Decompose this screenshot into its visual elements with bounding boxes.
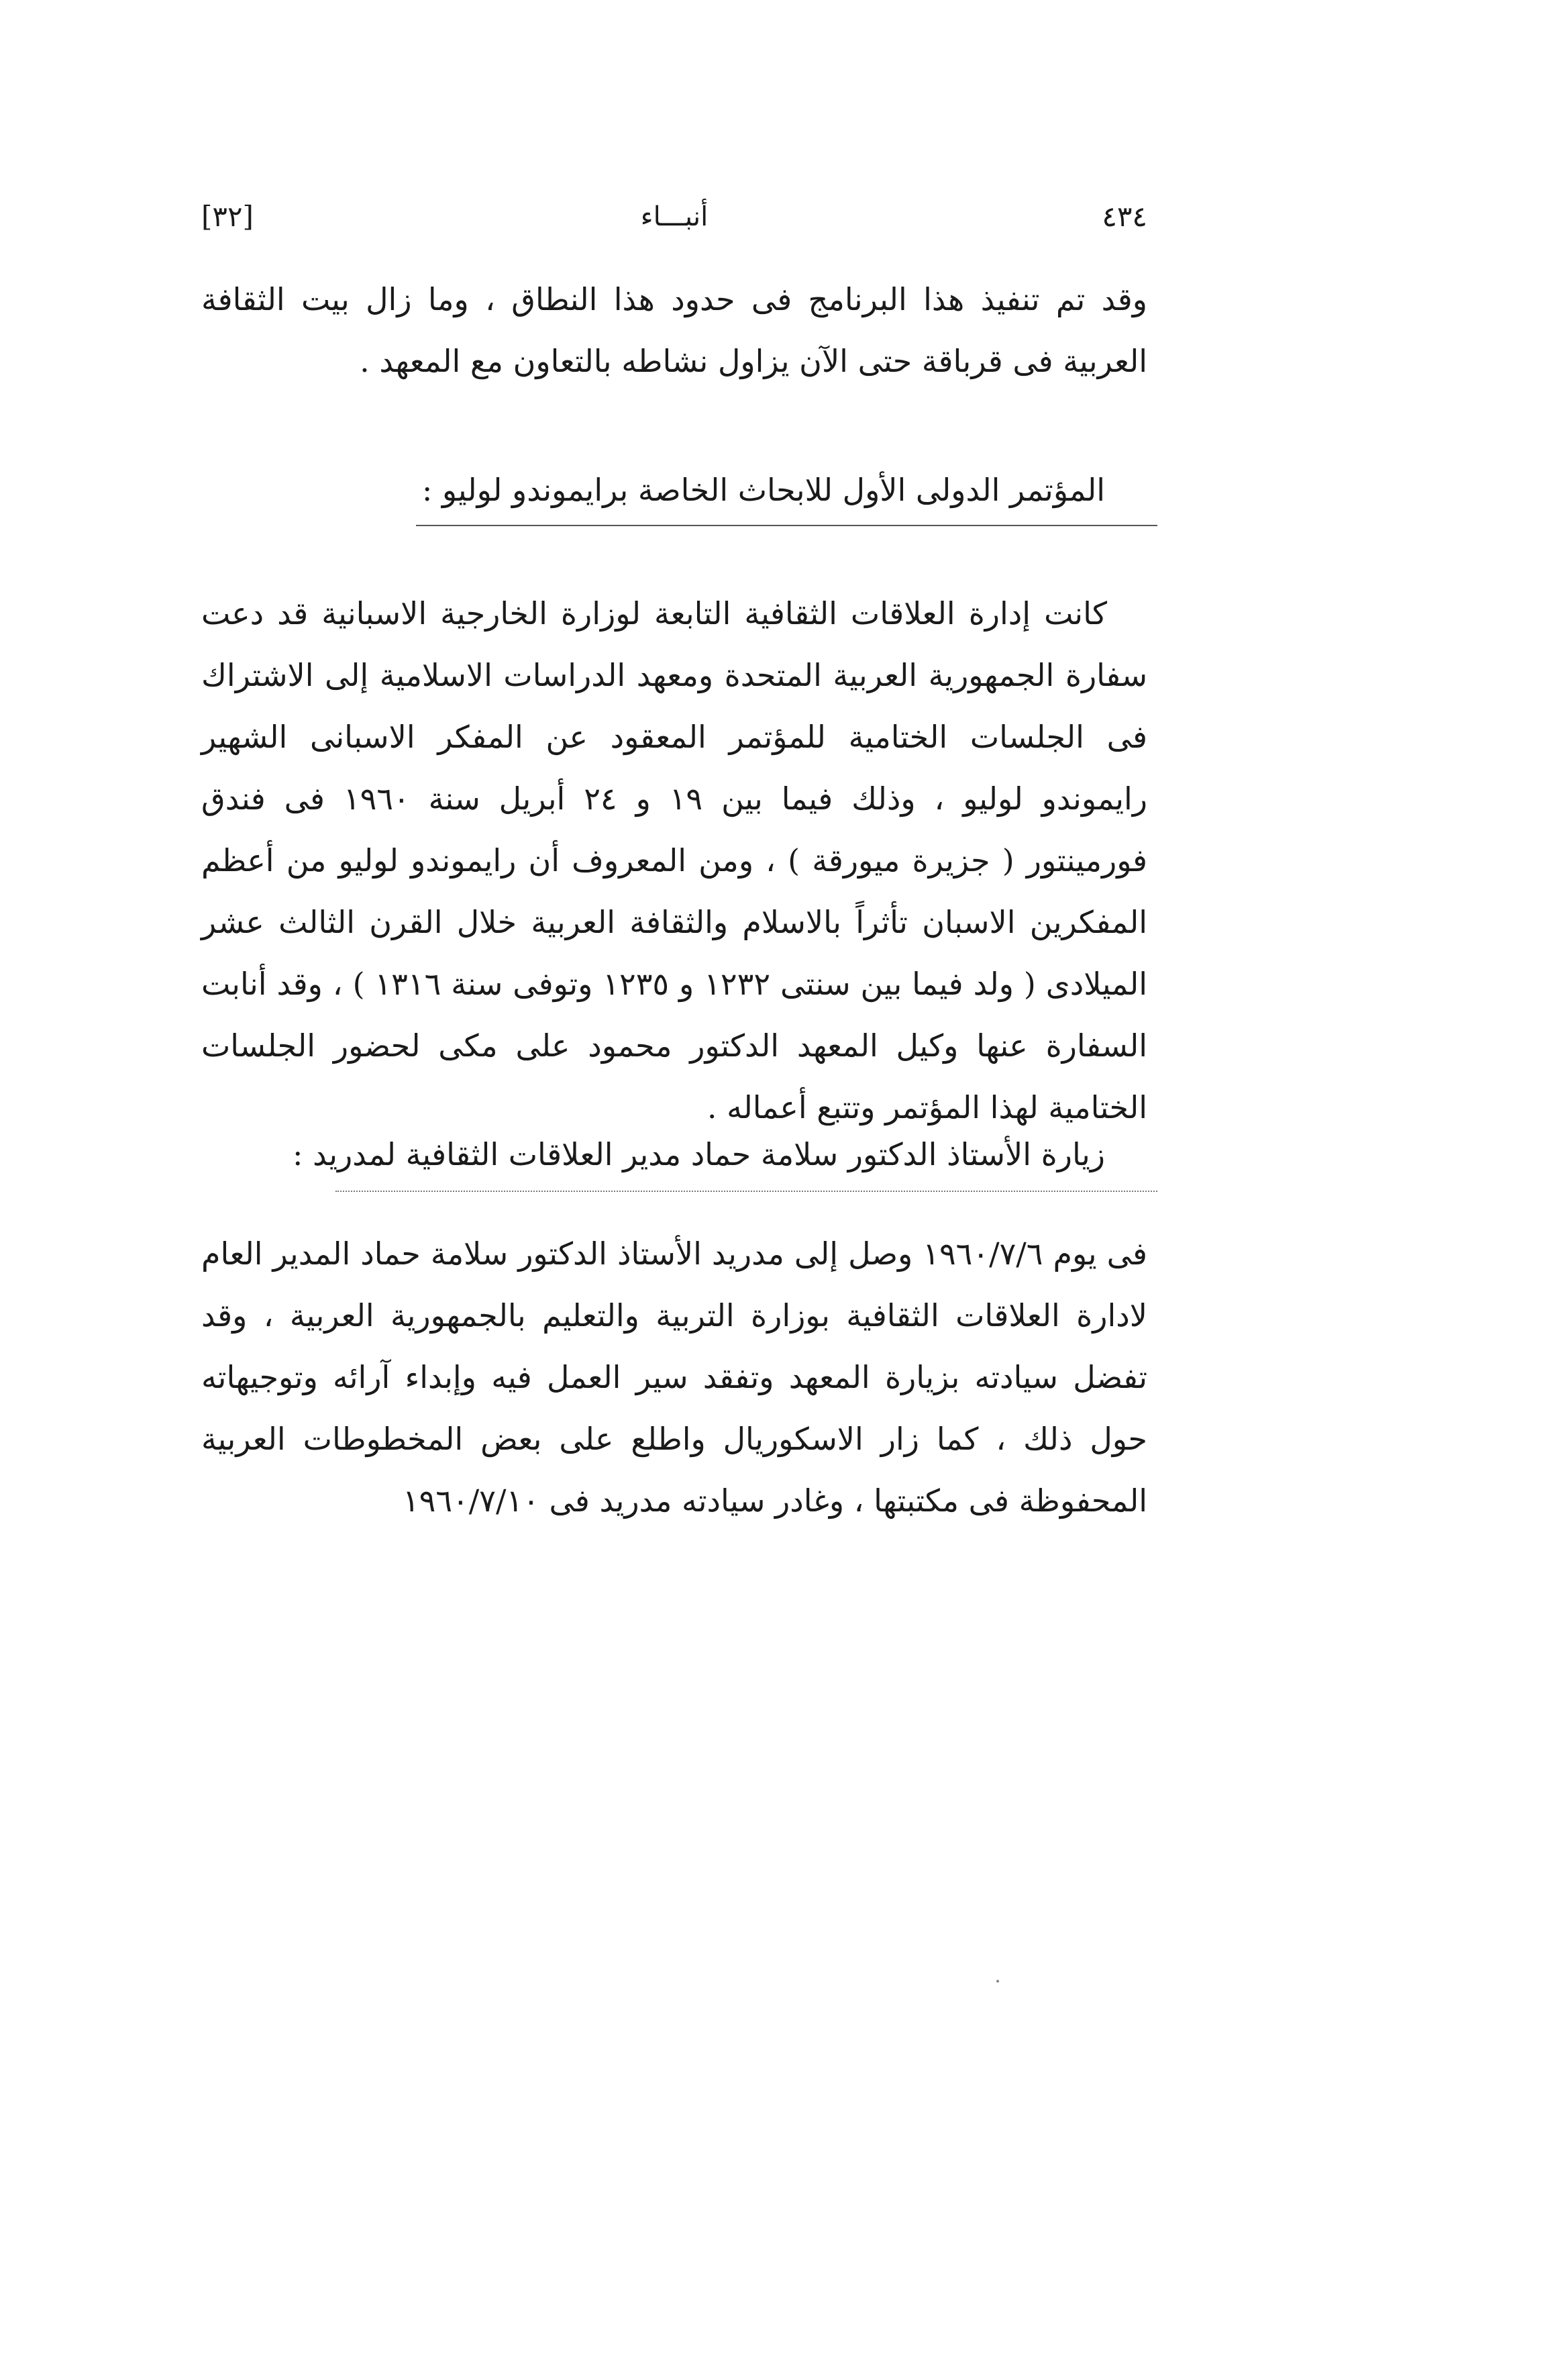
issue-number: [٣٢]: [201, 200, 254, 233]
paragraph-text: كانت إدارة العلاقات الثقافية التابعة لوزارة الخارجية الاسبانية قد دعت سفارة الجمهورية العربية المتحدة ومعهد الدراسات الاسلامية إلى الاشتراك فى الجلسات الختامية للمؤتمر المعقود عن المفكر الاسبانى الشهير رايموندو لوليو ، وذلك فيما بين ١٩ و ٢٤ أبريل سنة ١٩٦٠ فى فندق فورمينتور ( جزيرة ميورقة ) ، ومن المعروف أن رايموندو لوليو من أعظم المفكرين الاسبان تأثراً بالاسلام والثقافة العربية خلال القرن الثالث عشر الميلادى ( ولد فيما بين سنتى ١٢٣٢ و ١٢٣٥ وتوفى سنة ١٣١٦ ) ، وقد أنابت السفارة عنها وكيل المعهد الدكتور محمود على مكى لحضور الجلسات الختامية لهذا المؤتمر وتتبع أعماله .: [201, 595, 1147, 1125]
heading-underline: [335, 1191, 1157, 1192]
paper-speck: [996, 1980, 999, 1983]
paragraph-visit: [201, 1223, 1147, 1532]
paragraph-congress: [201, 583, 1147, 1138]
paragraph-intro: [201, 268, 1147, 392]
paragraph-text: وقد تم تنفيذ هذا البرنامج فى حدود هذا النطاق ، وما زال بيت الثقافة العربية فى قرباقة حتى الآن يزاول نشاطه بالتعاون مع المعهد .: [201, 281, 1147, 379]
running-title: أنبـــاء: [640, 201, 709, 232]
section-heading-visit: زيارة الأستاذ الدكتور سلامة حماد مدير العلاقات الثقافية لمدريد :: [292, 1136, 1105, 1172]
section-heading-congress: المؤتمر الدولى الأول للابحاث الخاصة برايموندو لوليو :: [421, 472, 1105, 508]
paragraph-text: فى يوم ١٩٦٠/٧/٦ وصل إلى مدريد الأستاذ الدكتور سلامة حماد المدير العام لادارة العلاقات الثقافية بوزارة التربية والتعليم بالجمهورية العربية ، وقد تفضل سيادته بزيارة المعهد وتفقد سير العمل فيه وإبداء آرائه وتوجيهاته حول ذلك ، كما زار الاسكوريال واطلع على بعض المخطوطات العربية المحفوظة فى مكتبتها ، وغادر سيادته مدريد فى ١٩٦٠/٧/١٠: [201, 1236, 1147, 1519]
heading-underline: [416, 525, 1157, 526]
page-number: ٤٣٤: [1102, 200, 1147, 233]
running-header: [201, 193, 1147, 240]
